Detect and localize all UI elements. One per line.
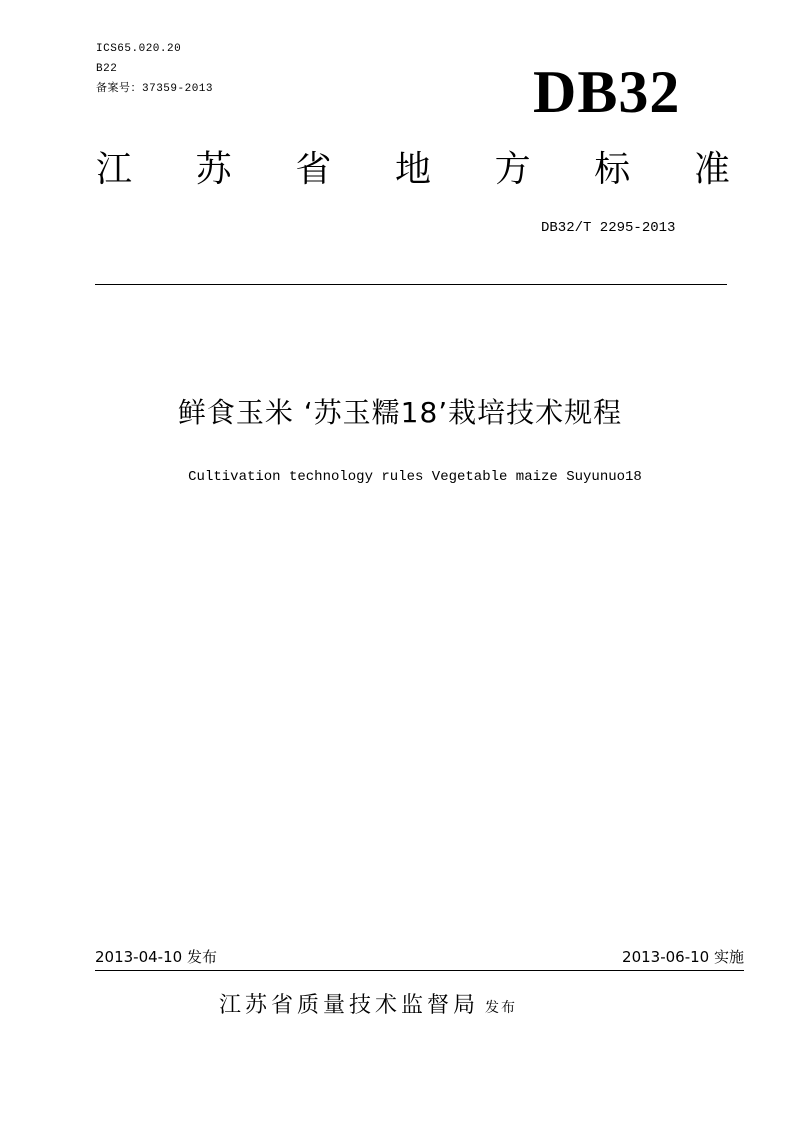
document-title: 鲜食玉米 ‘苏玉糯18’栽培技术规程	[177, 396, 623, 429]
ics-code: ICS65.020.20	[96, 43, 182, 55]
issuer-line	[219, 990, 517, 1024]
implementation-date: 2013-06-10 实施	[622, 948, 744, 966]
ccs-code: B22	[96, 63, 118, 75]
classification-block	[96, 42, 213, 102]
bottom-divider	[95, 970, 744, 971]
issuer-suffix: 发布	[485, 1000, 518, 1016]
document-subtitle: Cultivation technology rules Vegetable maize Suyunuo18	[188, 469, 642, 485]
issuer-name: 江苏省质量技术监督局	[219, 993, 480, 1018]
title-char: 地	[394, 149, 431, 190]
top-divider	[95, 284, 727, 285]
title-char: 方	[494, 149, 531, 190]
record-number: 备案号：37359-2013	[96, 83, 214, 95]
title-char: 标	[594, 149, 631, 190]
standard-type-title	[96, 148, 730, 192]
title-char: 苏	[195, 149, 232, 190]
issue-date: 2013-04-10 发布	[95, 948, 217, 966]
standard-code: DB32/T 2295-2013	[541, 220, 676, 236]
title-char: 江	[96, 149, 133, 190]
title-char: 省	[295, 149, 332, 190]
db32-logo: DB32	[533, 59, 681, 125]
title-char: 准	[693, 149, 730, 190]
